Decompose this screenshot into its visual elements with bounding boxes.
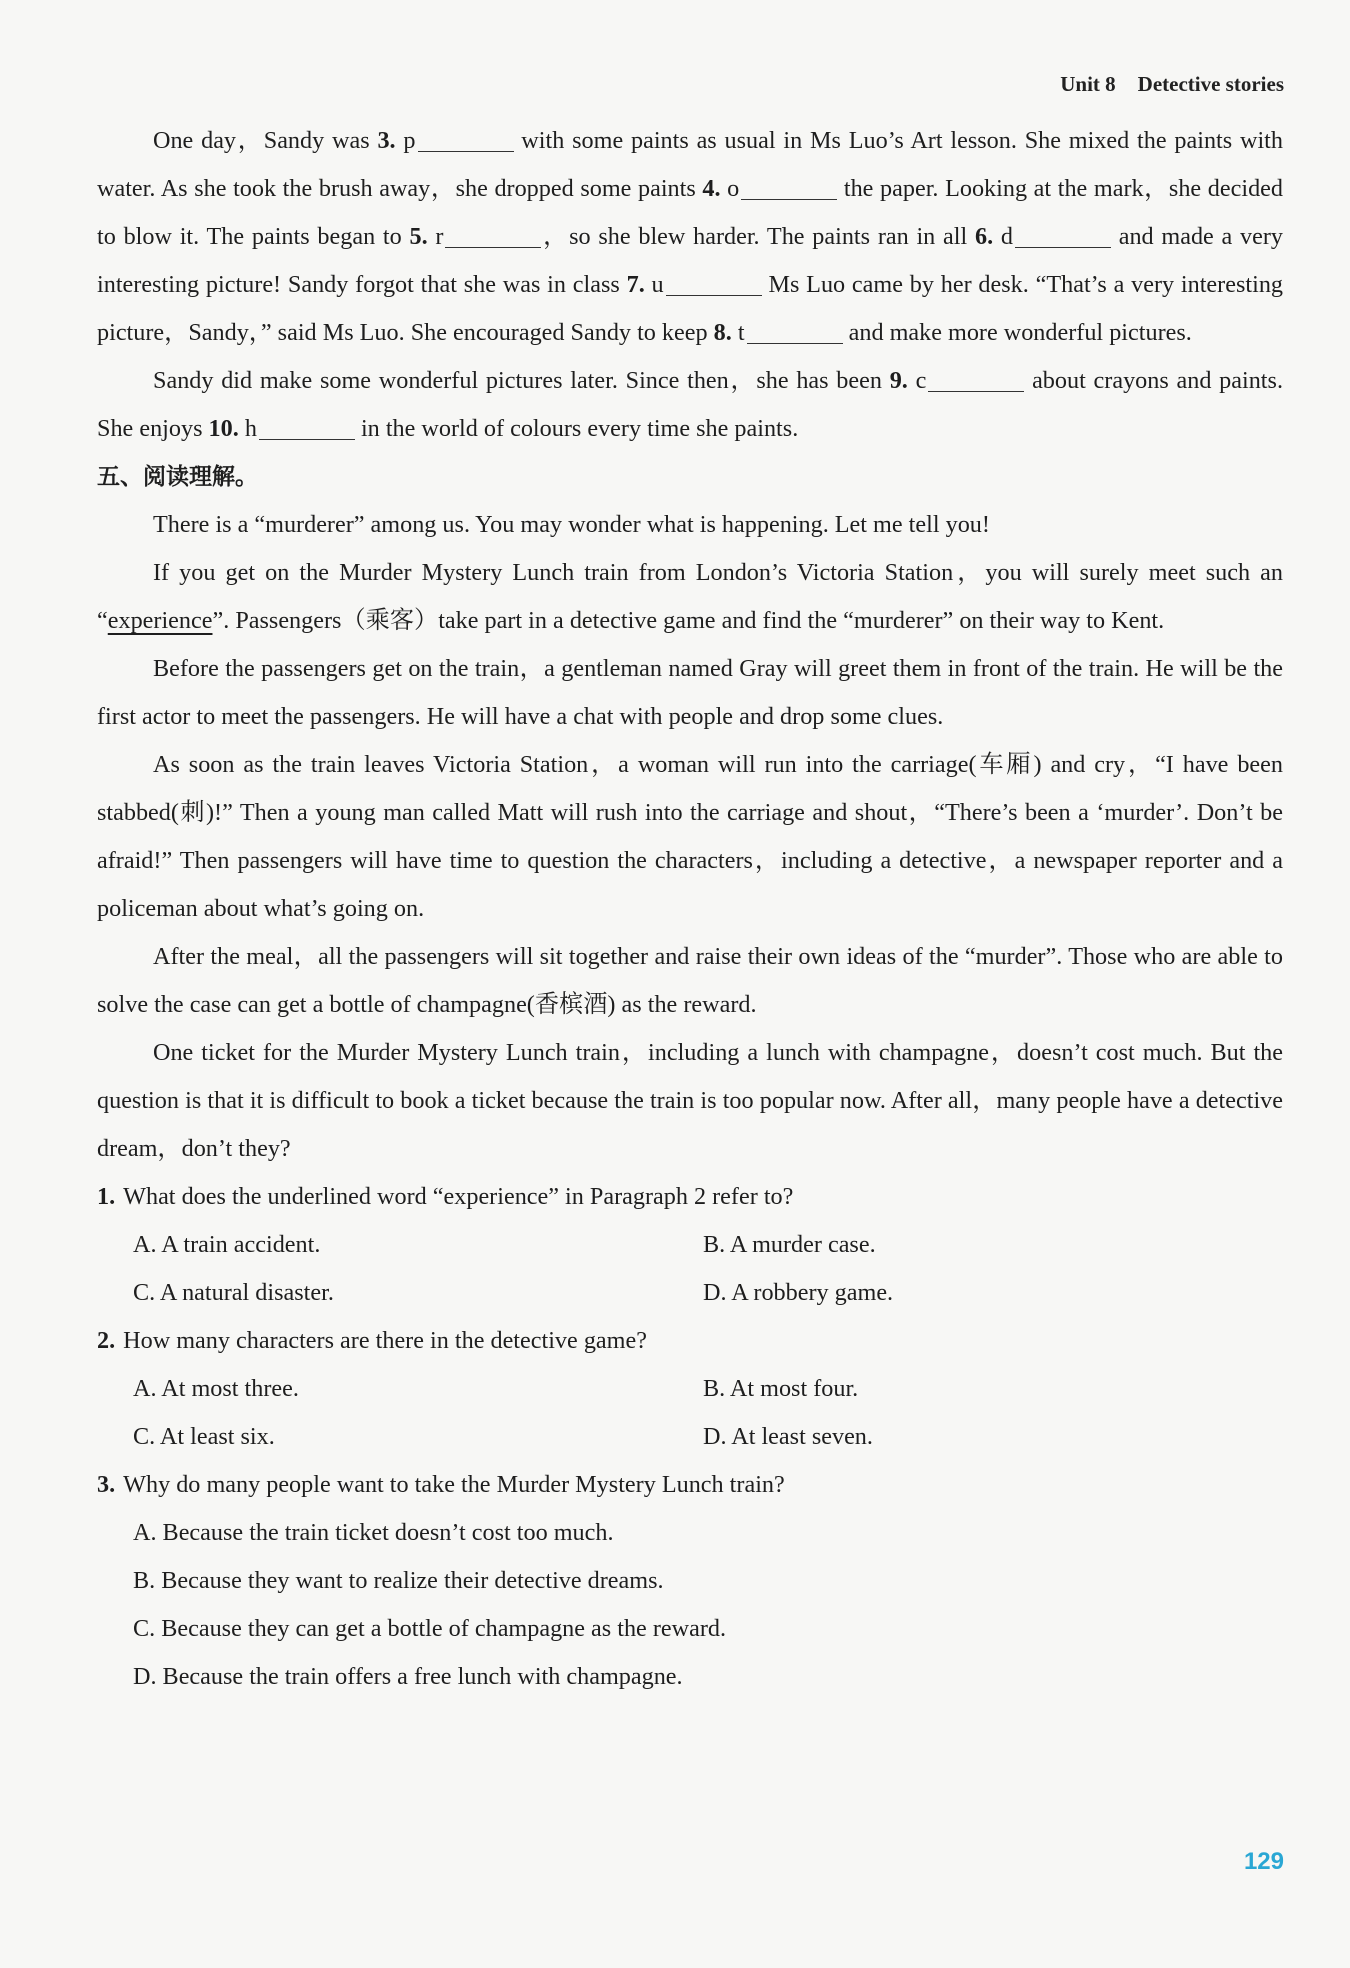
option-c[interactable]: C. A natural disaster.	[133, 1279, 334, 1306]
text: and make more wonderful pictures.	[842, 319, 1192, 346]
blank-number-9: 9.	[889, 367, 908, 394]
option-b[interactable]: B. At most four.	[703, 1375, 859, 1402]
reading-paragraph-5: After the meal，all the passengers will sit together and raise their own ideas of the “murder”. Those who are able to solve the case can get a bottle of champagne(香槟酒) as the reward.	[97, 943, 1283, 1018]
section-title: 五、阅读理解。	[97, 464, 258, 490]
blank-number-10: 10.	[208, 415, 239, 442]
blank-7[interactable]	[666, 271, 762, 296]
cloze-paragraph-1	[97, 117, 1283, 357]
option-c[interactable]: C. Because they can get a bottle of champagne as the reward.	[133, 1615, 727, 1642]
blank-number-6: 6.	[974, 223, 994, 250]
page-number: 129	[1243, 1848, 1284, 1875]
blank-letter: p	[395, 127, 416, 154]
option-d[interactable]: D. A robbery game.	[703, 1279, 894, 1306]
option-a[interactable]: A. At most three.	[133, 1375, 299, 1402]
blank-letter: o	[720, 175, 740, 202]
text: One day，Sandy was	[153, 127, 378, 154]
blank-letter: t	[731, 319, 745, 346]
blank-letter: r	[427, 223, 444, 250]
blank-number-4: 4.	[702, 175, 721, 202]
cloze-paragraph-2	[97, 357, 1283, 453]
text: ”. Passengers（乘客）take part in a detective game and find the “murderer” on their way to Kent.	[212, 607, 1165, 634]
text: Sandy did make some wonderful pictures later. Since then，she has been	[153, 367, 890, 394]
blank-letter: d	[993, 223, 1013, 250]
option-c[interactable]: C. At least six.	[133, 1423, 275, 1450]
text: about crayons and paints. She enjoys	[97, 367, 1283, 442]
blank-10[interactable]	[259, 415, 355, 440]
text: the paper. Looking at the mark，she decided to blow it. The paints began to	[97, 175, 1283, 250]
option-a[interactable]: A. Because the train ticket doesn’t cost too much.	[133, 1519, 614, 1546]
question-text: How many characters are there in the detective game?	[123, 1327, 647, 1354]
option-b[interactable]: B. A murder case.	[703, 1231, 876, 1258]
blank-letter: u	[644, 271, 664, 298]
question-1	[97, 1173, 1283, 1317]
blank-number-3: 3.	[377, 127, 396, 154]
question-number: 2.	[97, 1327, 116, 1354]
question-number: 3.	[97, 1471, 116, 1498]
unit-title: Detective stories	[1137, 72, 1284, 96]
question-text: What does the underlined word “experience” in Paragraph 2 refer to?	[123, 1183, 794, 1210]
page-header	[1060, 72, 1284, 97]
question-number: 1.	[97, 1183, 116, 1210]
option-d[interactable]: D. Because the train offers a free lunch with champagne.	[133, 1663, 683, 1690]
blank-letter: h	[238, 415, 257, 442]
blank-9[interactable]	[928, 367, 1024, 392]
option-b[interactable]: B. Because they want to realize their detective dreams.	[133, 1567, 664, 1594]
blank-3[interactable]	[418, 127, 514, 152]
option-d[interactable]: D. At least seven.	[703, 1423, 873, 1450]
page-content	[97, 117, 1283, 1701]
text: with some paints as usual in Ms Luo’s Art lesson. She mixed the paints with water. As she took the brush away，she dropped some paints	[97, 127, 1283, 202]
question-text: Why do many people want to take the Murder Mystery Lunch train?	[123, 1471, 785, 1498]
blank-8[interactable]	[747, 319, 843, 344]
underlined-word: experience	[107, 607, 213, 634]
reading-paragraph-6: One ticket for the Murder Mystery Lunch train，including a lunch with champagne，doesn’t cost much. But the question is that it is difficult to book a ticket because the train is too popular now. After all，many people have a detective dream，don’t they?	[97, 1039, 1283, 1162]
option-a[interactable]: A. A train accident.	[133, 1231, 321, 1258]
blank-5[interactable]	[445, 223, 541, 248]
blank-number-5: 5.	[409, 223, 428, 250]
reading-paragraph-1: There is a “murderer” among us. You may wonder what is happening. Let me tell you!	[153, 511, 990, 538]
text: in the world of colours every time she paints.	[354, 415, 799, 442]
unit-label: Unit 8	[1060, 72, 1116, 96]
reading-paragraph-2	[97, 549, 1283, 645]
reading-paragraph-4: As soon as the train leaves Victoria Station，a woman will run into the carriage(车厢) and cry，“I have been stabbed(刺)!” Then a young man called Matt will rush into the carriage and shout，“There’s been a ‘murder’. Don’t be afraid!” Then passengers will have time to question the characters，including a detective，a newspaper reporter and a policeman about what’s going on.	[97, 751, 1283, 922]
blank-number-8: 8.	[713, 319, 732, 346]
question-3	[97, 1461, 1283, 1701]
text: and made a very interesting picture! Sandy forgot that she was in class	[97, 223, 1284, 298]
blank-number-7: 7.	[626, 271, 645, 298]
text: If you get on the Murder Mystery Lunch train from London’s Victoria Station，you will surely meet such an “	[97, 559, 1283, 634]
blank-letter: c	[907, 367, 927, 394]
blank-4[interactable]	[741, 175, 837, 200]
blank-6[interactable]	[1015, 223, 1111, 248]
reading-paragraph-3: Before the passengers get on the train，a gentleman named Gray will greet them in front of the train. He will be the first actor to meet the passengers. He will have a chat with people and drop some clues.	[97, 655, 1283, 730]
question-2	[97, 1317, 1283, 1461]
text: ，so she blew harder. The paints ran in all	[541, 223, 975, 250]
text: Ms Luo came by her desk. “That’s a very interesting picture，Sandy，” said Ms Luo. She encouraged Sandy to keep	[97, 271, 1284, 346]
